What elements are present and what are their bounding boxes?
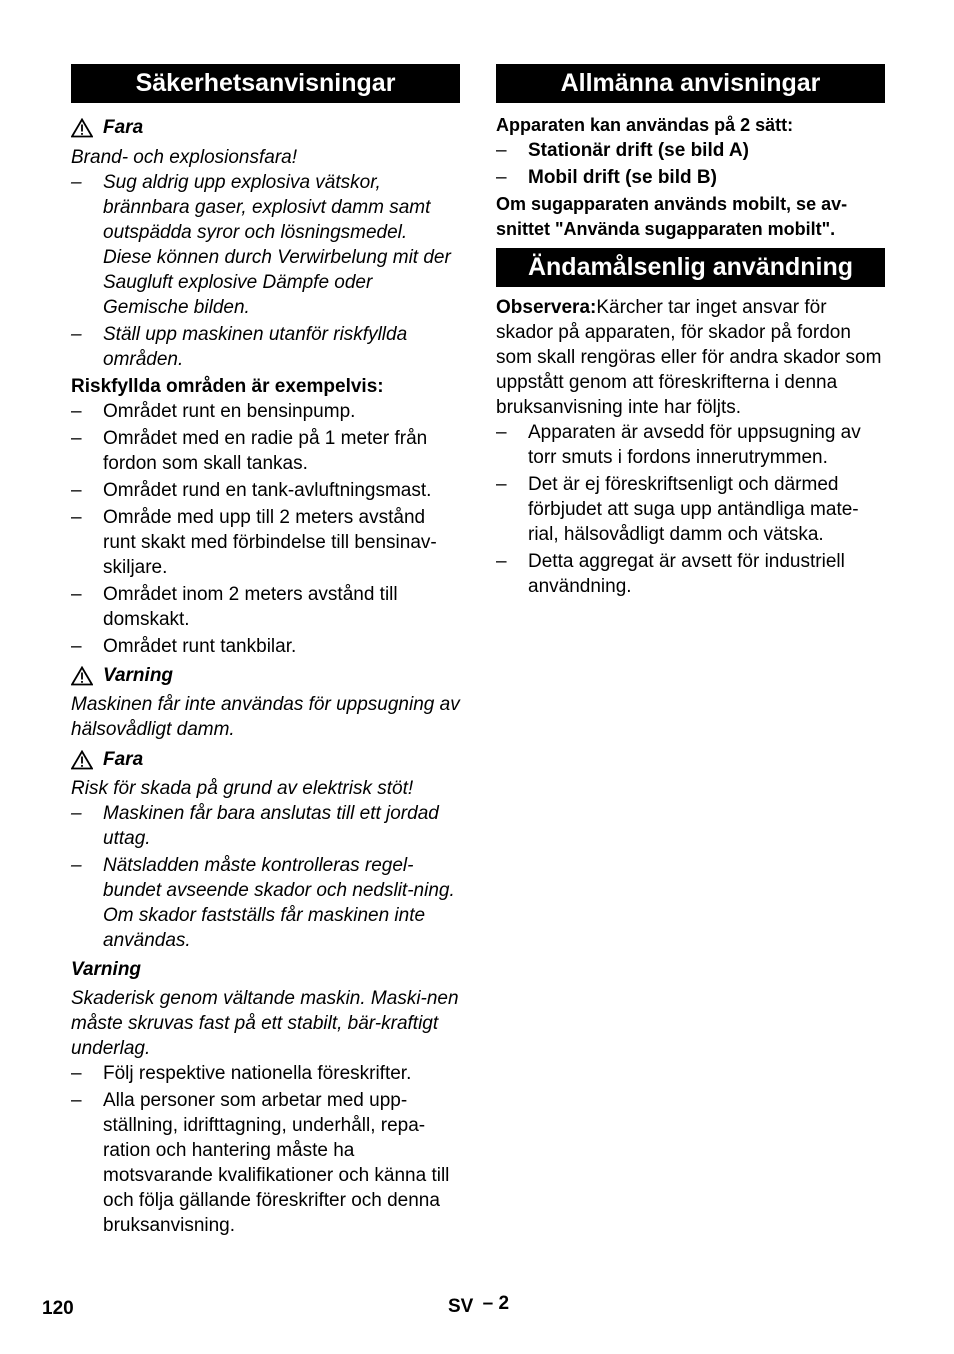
section-heading-safety: Säkerhetsanvisningar [71,64,460,103]
list-item: – Följ respektive nationella föreskrifter. [71,1063,412,1084]
fara-warning-2 [71,747,460,772]
varning-text-2: Skaderisk genom vältande maskin. Maski-nen måste skruvas fast på ett stabilt, bär-kraftigt underlag. [71,988,459,1059]
usage-heading: Apparaten kan användas på 2 sätt: [496,115,794,135]
varning-text: Maskinen får inte användas för uppsugning av hälsovådligt damm. [71,694,460,740]
mobile-note: Om sugapparaten används mobilt, se av-snittet "Använda sugapparaten mobilt". [496,194,848,239]
warning-triangle-icon [71,666,93,686]
observe-label: Observera: [496,297,597,318]
observe-paragraph [496,295,885,420]
left-column [71,64,460,1240]
list-item: – Området rund en tank-avluftningsmast. [71,480,432,501]
list-item: – Mobil drift (se bild B) [496,167,717,188]
varning-label-2: Varning [71,959,142,980]
fara-intro: Brand- och explosionsfara! [71,147,298,168]
section-heading-general: Allmänna anvisningar [496,64,885,103]
list-item: – Område med upp till 2 meters avstånd runt skakt med förbindelse till bensinav-skiljare. [71,507,437,578]
right-column [496,64,885,601]
list-item: – Sug aldrig upp explosiva vätskor, brännbara gaser, explosivt damm samt outspädda syror och lösningsmedel. Diese können durch Verwirbelung mit der Saugluft explosive Dämpfe oder Gemische bilden. [71,172,451,318]
risk-heading: Riskfyllda områden är exempelvis: [71,376,384,397]
risk-list [71,399,460,659]
fara-list-1 [71,170,460,372]
fara-list-2 [71,801,460,953]
list-item: – Ställ upp maskinen utanför riskfyllda områden. [71,324,408,370]
page-number: 120 [42,1298,74,1319]
list-item: – Området med en radie på 1 meter från fordon som skall tankas. [71,428,428,474]
intended-use-list [496,420,885,599]
warning-label: Varning [103,665,174,686]
warning-label: Fara [103,117,144,138]
list-item: – Området runt tankbilar. [71,636,297,657]
list-item: – Nätsladden måste kontrolleras regel-bundet avseende skador och nedslit-ning. Om skador fastställs får maskinen inte användas. [71,855,455,951]
sub-page-number: – 2 [482,1293,510,1314]
list-item: – Maskinen får bara anslutas till ett jordad uttag. [71,803,439,849]
list-item: – Apparaten är avsedd för uppsugning av torr smuts i fordons innerutrymmen. [496,422,861,468]
section-heading-intended-use: Ändamålsenlig användning [496,248,885,287]
list-item: – Alla personer som arbetar med upp-ställning, idrifttagning, underhåll, repa-ration och hantering måste ha motsvarande kvalifikationer och känna till och följa gällande föreskrifter och denna bruksanvisning. [71,1090,450,1236]
warning-label: Fara [103,749,144,770]
list-item: – Området runt en bensinpump. [71,401,356,422]
fara-intro-2: Risk för skada på grund av elektrisk stöt! [71,778,414,799]
varning-list-2 [71,1061,460,1238]
varning-warning-1 [71,663,460,688]
fara-warning-1 [71,115,460,140]
list-item: – Området inom 2 meters avstånd till domskakt. [71,584,398,630]
list-item: – Det är ej föreskriftsenligt och därmed förbjudet att suga upp antändliga mate-rial, hälsovådligt damm och vätska. [496,474,859,545]
usage-list [496,138,885,190]
footer-language [448,1293,510,1318]
list-item: – Stationär drift (se bild A) [496,140,749,161]
language-code: SV [448,1296,474,1317]
warning-triangle-icon [71,750,93,770]
observe-text: Kärcher tar inget ansvar för skador på apparaten, för skador på fordon som skall rengöras eller för andra skador som uppstått genom att föreskrifterna i denna bruksanvisning inte har följts. [496,297,882,418]
list-item: – Detta aggregat är avsett för industriell användning. [496,551,845,597]
warning-triangle-icon [71,118,93,138]
